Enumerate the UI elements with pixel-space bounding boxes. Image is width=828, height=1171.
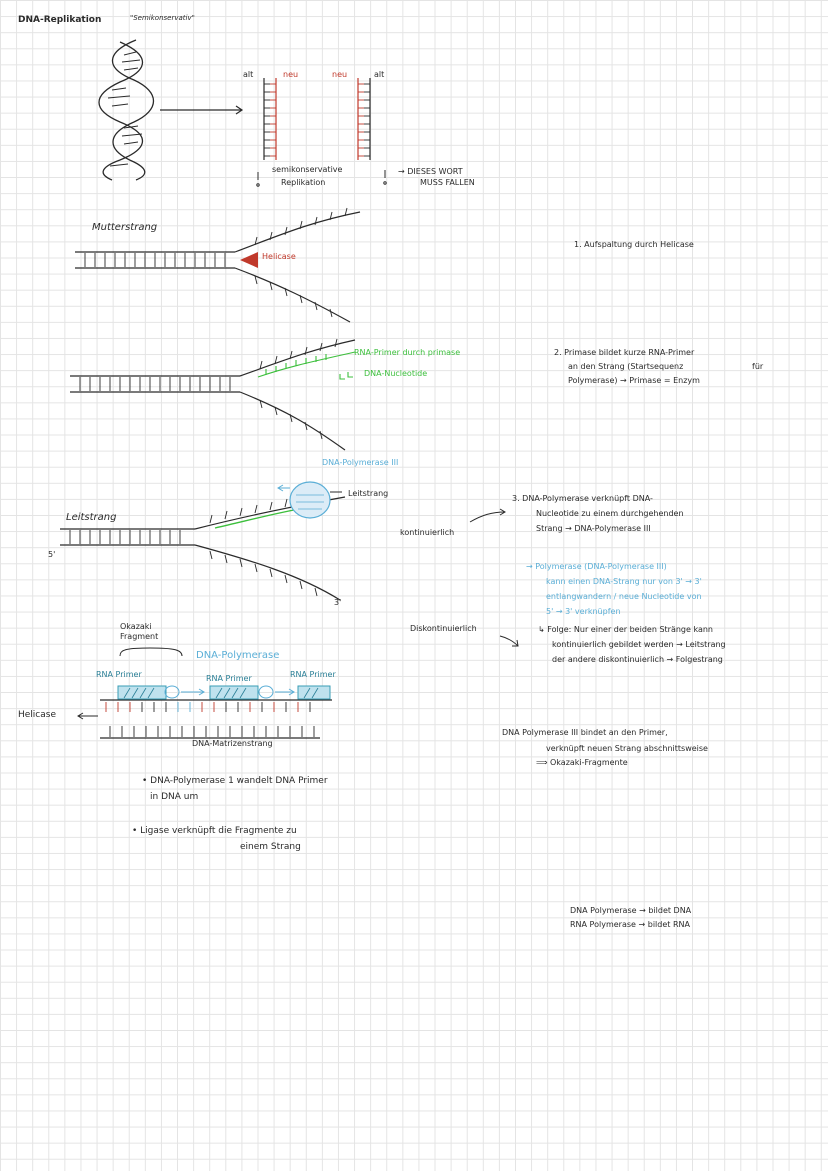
note-polymerase-1-line-1: • DNA-Polymerase 1 wandelt DNA Primer	[142, 776, 328, 786]
label-neu-left: neu	[283, 70, 299, 79]
label-leitstrang-left: Leitstrang	[66, 512, 117, 523]
note-muss-fallen: MUSS FALLEN	[420, 178, 475, 187]
label-mutterstrang: Mutterstrang	[92, 222, 158, 233]
note-ligase-line-2: einem Strang	[240, 842, 301, 852]
caption-replikation: Replikation	[281, 178, 326, 187]
note-blue-line-2: kann einen DNA-Strang nur von 3' → 3'	[546, 577, 702, 586]
label-rna-primer-3: RNA Primer	[290, 670, 336, 679]
label-dna-nucleotide: DNA-Nucleotide	[364, 369, 428, 378]
label-alt-right: alt	[374, 70, 385, 79]
label-kontinuierlich: kontinuierlich	[400, 528, 455, 537]
note-blue-line-4: 5' → 3' verknüpfen	[546, 607, 621, 616]
rna-primer-drawing	[258, 352, 355, 379]
note-polymerase-1-line-2: in DNA um	[150, 792, 199, 802]
note-folge-line-1: ↳ Folge: Nur einer der beiden Stränge kann	[538, 625, 713, 634]
note-step-3-line-2: Nucleotide zu einem durchgehenden	[536, 509, 684, 518]
note-blue-line-3: entlangwandern / neue Nucleotide von	[546, 592, 702, 601]
fork-2-bases	[80, 339, 337, 439]
label-3-prime: 3'	[334, 598, 342, 607]
note-ligase-line-1: • Ligase verknüpft die Fragmente zu	[132, 826, 297, 836]
label-okazaki-2: Fragment	[120, 632, 159, 641]
note-step-2-line-2b: für	[752, 362, 764, 371]
note-okazaki-line-3: ⟹ Okazaki-Fragmente	[536, 758, 628, 767]
page-title: DNA-Replikation	[18, 15, 102, 25]
label-diskontinuierlich: Diskontinuierlich	[410, 624, 477, 633]
replication-fork-2	[70, 340, 355, 450]
okazaki-diagram	[100, 700, 332, 738]
note-step-2-line-1: 2. Primase bildet kurze RNA-Primer	[554, 348, 695, 357]
arrow-icon	[78, 713, 98, 719]
note-okazaki-line-1: DNA Polymerase III bindet an den Primer,	[502, 728, 668, 737]
caption-semikonservative: semikonservative	[272, 165, 343, 174]
semiconservative-diagram	[264, 78, 370, 160]
note-step-1: 1. Aufspaltung durch Helicase	[574, 240, 694, 249]
label-helicase: Helicase	[262, 252, 296, 261]
label-alt-left: alt	[243, 70, 254, 79]
okazaki-bracket	[120, 648, 182, 656]
okazaki-bases	[106, 702, 314, 737]
polymerase-iii-icon	[278, 482, 330, 518]
dna-helix-drawing	[99, 40, 154, 180]
note-step-2-line-2: an den Strang (Startsequenz	[568, 362, 684, 371]
leading-strand-drawing	[215, 508, 305, 528]
note-dieses-wort: → DIESES WORT	[398, 167, 463, 176]
label-leitstrang-top: Leitstrang	[348, 489, 389, 498]
label-5-prime: 5'	[48, 550, 56, 559]
label-neu-right: neu	[332, 70, 348, 79]
semiconservative-rungs	[264, 84, 370, 156]
summary-rna-polymerase: RNA Polymerase → bildet RNA	[570, 920, 690, 929]
summary-dna-polymerase: DNA Polymerase → bildet DNA	[570, 906, 692, 915]
page-subtitle: "Semikonservativ"	[130, 14, 195, 22]
label-okazaki-1: Okazaki	[120, 622, 152, 631]
note-folge-line-2: kontinuierlich gebildet werden → Leitstrang	[552, 640, 726, 649]
note-okazaki-line-2: verknüpft neuen Strang abschnittsweise	[546, 744, 708, 753]
label-dna-polymerase: DNA-Polymerase	[196, 650, 280, 661]
label-helicase-okazaki: Helicase	[18, 710, 56, 720]
note-step-3-line-3: Strang → DNA-Polymerase III	[536, 524, 651, 533]
note-folge-line-3: der andere diskontinuierlich → Folgestrang	[552, 655, 723, 664]
helicase-wedge	[240, 252, 258, 268]
label-matrizenstrang: DNA-Matrizenstrang	[192, 739, 273, 748]
okazaki-fragments	[118, 686, 330, 699]
note-blue-line-1: → Polymerase (DNA-Polymerase III)	[526, 562, 667, 571]
label-polymerase-iii: DNA-Polymerase III	[322, 458, 399, 467]
arrow-icon	[160, 106, 242, 114]
note-step-2-line-3: Polymerase) → Primase = Enzym	[568, 376, 700, 385]
label-rna-primer-2: RNA Primer	[206, 674, 252, 683]
arrow-icon	[330, 492, 518, 646]
label-rna-primer: RNA-Primer durch primase	[354, 348, 461, 357]
label-rna-primer-1: RNA Primer	[96, 670, 142, 679]
note-step-3-line-1: 3. DNA-Polymerase verknüpft DNA-	[512, 494, 653, 503]
